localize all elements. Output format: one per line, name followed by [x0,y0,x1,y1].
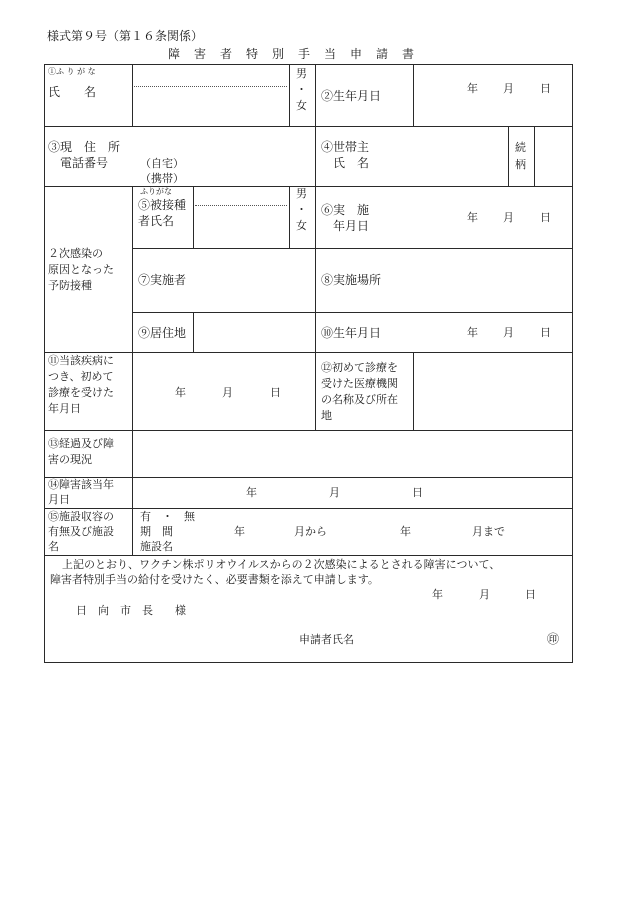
institution-label-1: ⑫初めて診療を [321,361,398,374]
householder-label: ④世帯主 [321,140,370,154]
facility-label-1: ⑮施設収容の [48,510,114,523]
relation-label-1: 続 [515,141,526,154]
facility-year-to: 年 [400,525,411,538]
facility-name-label: 施設名 [140,540,173,553]
recipient-birth-day: 日 [540,326,551,339]
first-visit-label-3: 診療を受けた [48,386,114,399]
residence-label: ⑨居住地 [138,326,187,340]
first-visit-label-2: つき、初めて [48,370,114,383]
birth-day-label: 日 [540,82,551,95]
recipient-label-2: 者氏名 [138,214,175,228]
name-furigana-label: ①ふ り が な [48,67,96,76]
recipient-sex-female[interactable]: 女 [296,219,307,232]
declaration-line-2: 障害者特別手当の給付を受けたく、必要書類を添えて申請します。 [50,573,379,586]
performer-label: ⑦実施者 [138,273,187,287]
facility-month-from: 月から [294,525,327,538]
vaccine-label-3: 予防接種 [48,279,92,292]
first-visit-day: 日 [270,386,281,399]
facility-label-2: 有無及び施設 [48,525,114,538]
first-visit-year: 年 [175,386,186,399]
vaccination-date-label-1: ⑥実 施 [321,203,370,217]
recipient-birth-month: 月 [503,326,514,339]
declaration-month: 月 [479,588,490,601]
vaccination-year-label: 年 [467,211,478,224]
recipient-label-1: ⑤被接種 [138,198,187,212]
address-label: ③現 住 所 [48,140,121,154]
institution-label-2: 受けた医療機関 [321,377,398,390]
disability-day: 日 [412,486,423,499]
form-number: 様式第９号（第１６条関係） [47,29,204,43]
declaration-year: 年 [432,588,443,601]
disability-date-label-2: 月日 [48,493,70,506]
declaration-day: 日 [525,588,536,601]
sex-separator: ・ [296,83,307,96]
relation-label-2: 柄 [515,158,526,171]
name-input[interactable] [133,66,289,126]
first-visit-month: 月 [222,386,233,399]
disability-year: 年 [246,486,257,499]
institution-label-3: の名称及び所在 [321,393,398,406]
facility-label-3: 名 [48,540,59,553]
birth-date-label: ②生年月日 [321,89,382,103]
recipient-birth-label: ⑩生年月日 [321,326,382,340]
facility-period-label: 期 間 [140,525,173,538]
phone-label: 電話番号 [60,156,109,170]
vaccine-label-2: 原因となった [48,263,114,276]
disability-date-label-1: ⑭障害該当年 [48,478,114,491]
sex-female-option[interactable]: 女 [296,99,307,112]
seal-mark: ㊞ [547,632,560,646]
recipient-furigana-label: ふりがな [140,187,172,196]
birth-month-label: 月 [503,82,514,95]
vaccination-place-label: ⑧実施場所 [321,273,382,287]
facility-year-from: 年 [234,525,245,538]
birth-year-label: 年 [467,82,478,95]
householder-name-label: 氏 名 [333,156,370,170]
vaccination-day-label: 日 [540,211,551,224]
facility-month-to: 月まで [472,525,505,538]
declaration-line-1: 上記のとおり、ワクチン株ポリオウイルスからの２次感染によるとされる障害について、 [62,558,501,571]
recipient-birth-year: 年 [467,326,478,339]
mayor-addressee: 日 向 市 長 様 [76,604,186,617]
recipient-sex-male[interactable]: 男 [296,187,307,200]
first-visit-label-4: 年月日 [48,402,81,415]
facility-yes-no[interactable]: 有 ・ 無 [140,510,195,523]
progress-label-1: ⑬経過及び障 [48,437,114,450]
applicant-name-label: 申請者氏名 [299,633,354,646]
disability-month: 月 [329,486,340,499]
first-visit-label-1: ⑪当該疾病に [48,354,114,367]
vaccine-label-1: ２次感染の [48,247,103,260]
recipient-sex-separator: ・ [296,203,307,216]
vaccination-date-label-2: 年月日 [333,219,370,233]
progress-label-2: 害の現況 [48,453,92,466]
sex-male-option[interactable]: 男 [296,67,307,80]
form-title: 障 害 者 特 別 手 当 申 請 書 [168,47,416,61]
home-phone-label: （自宅） [140,157,184,170]
vaccination-month-label: 月 [503,211,514,224]
institution-label-4: 地 [321,409,332,422]
mobile-phone-label: （携帯） [140,172,184,185]
name-label: 氏 名 [48,85,97,99]
